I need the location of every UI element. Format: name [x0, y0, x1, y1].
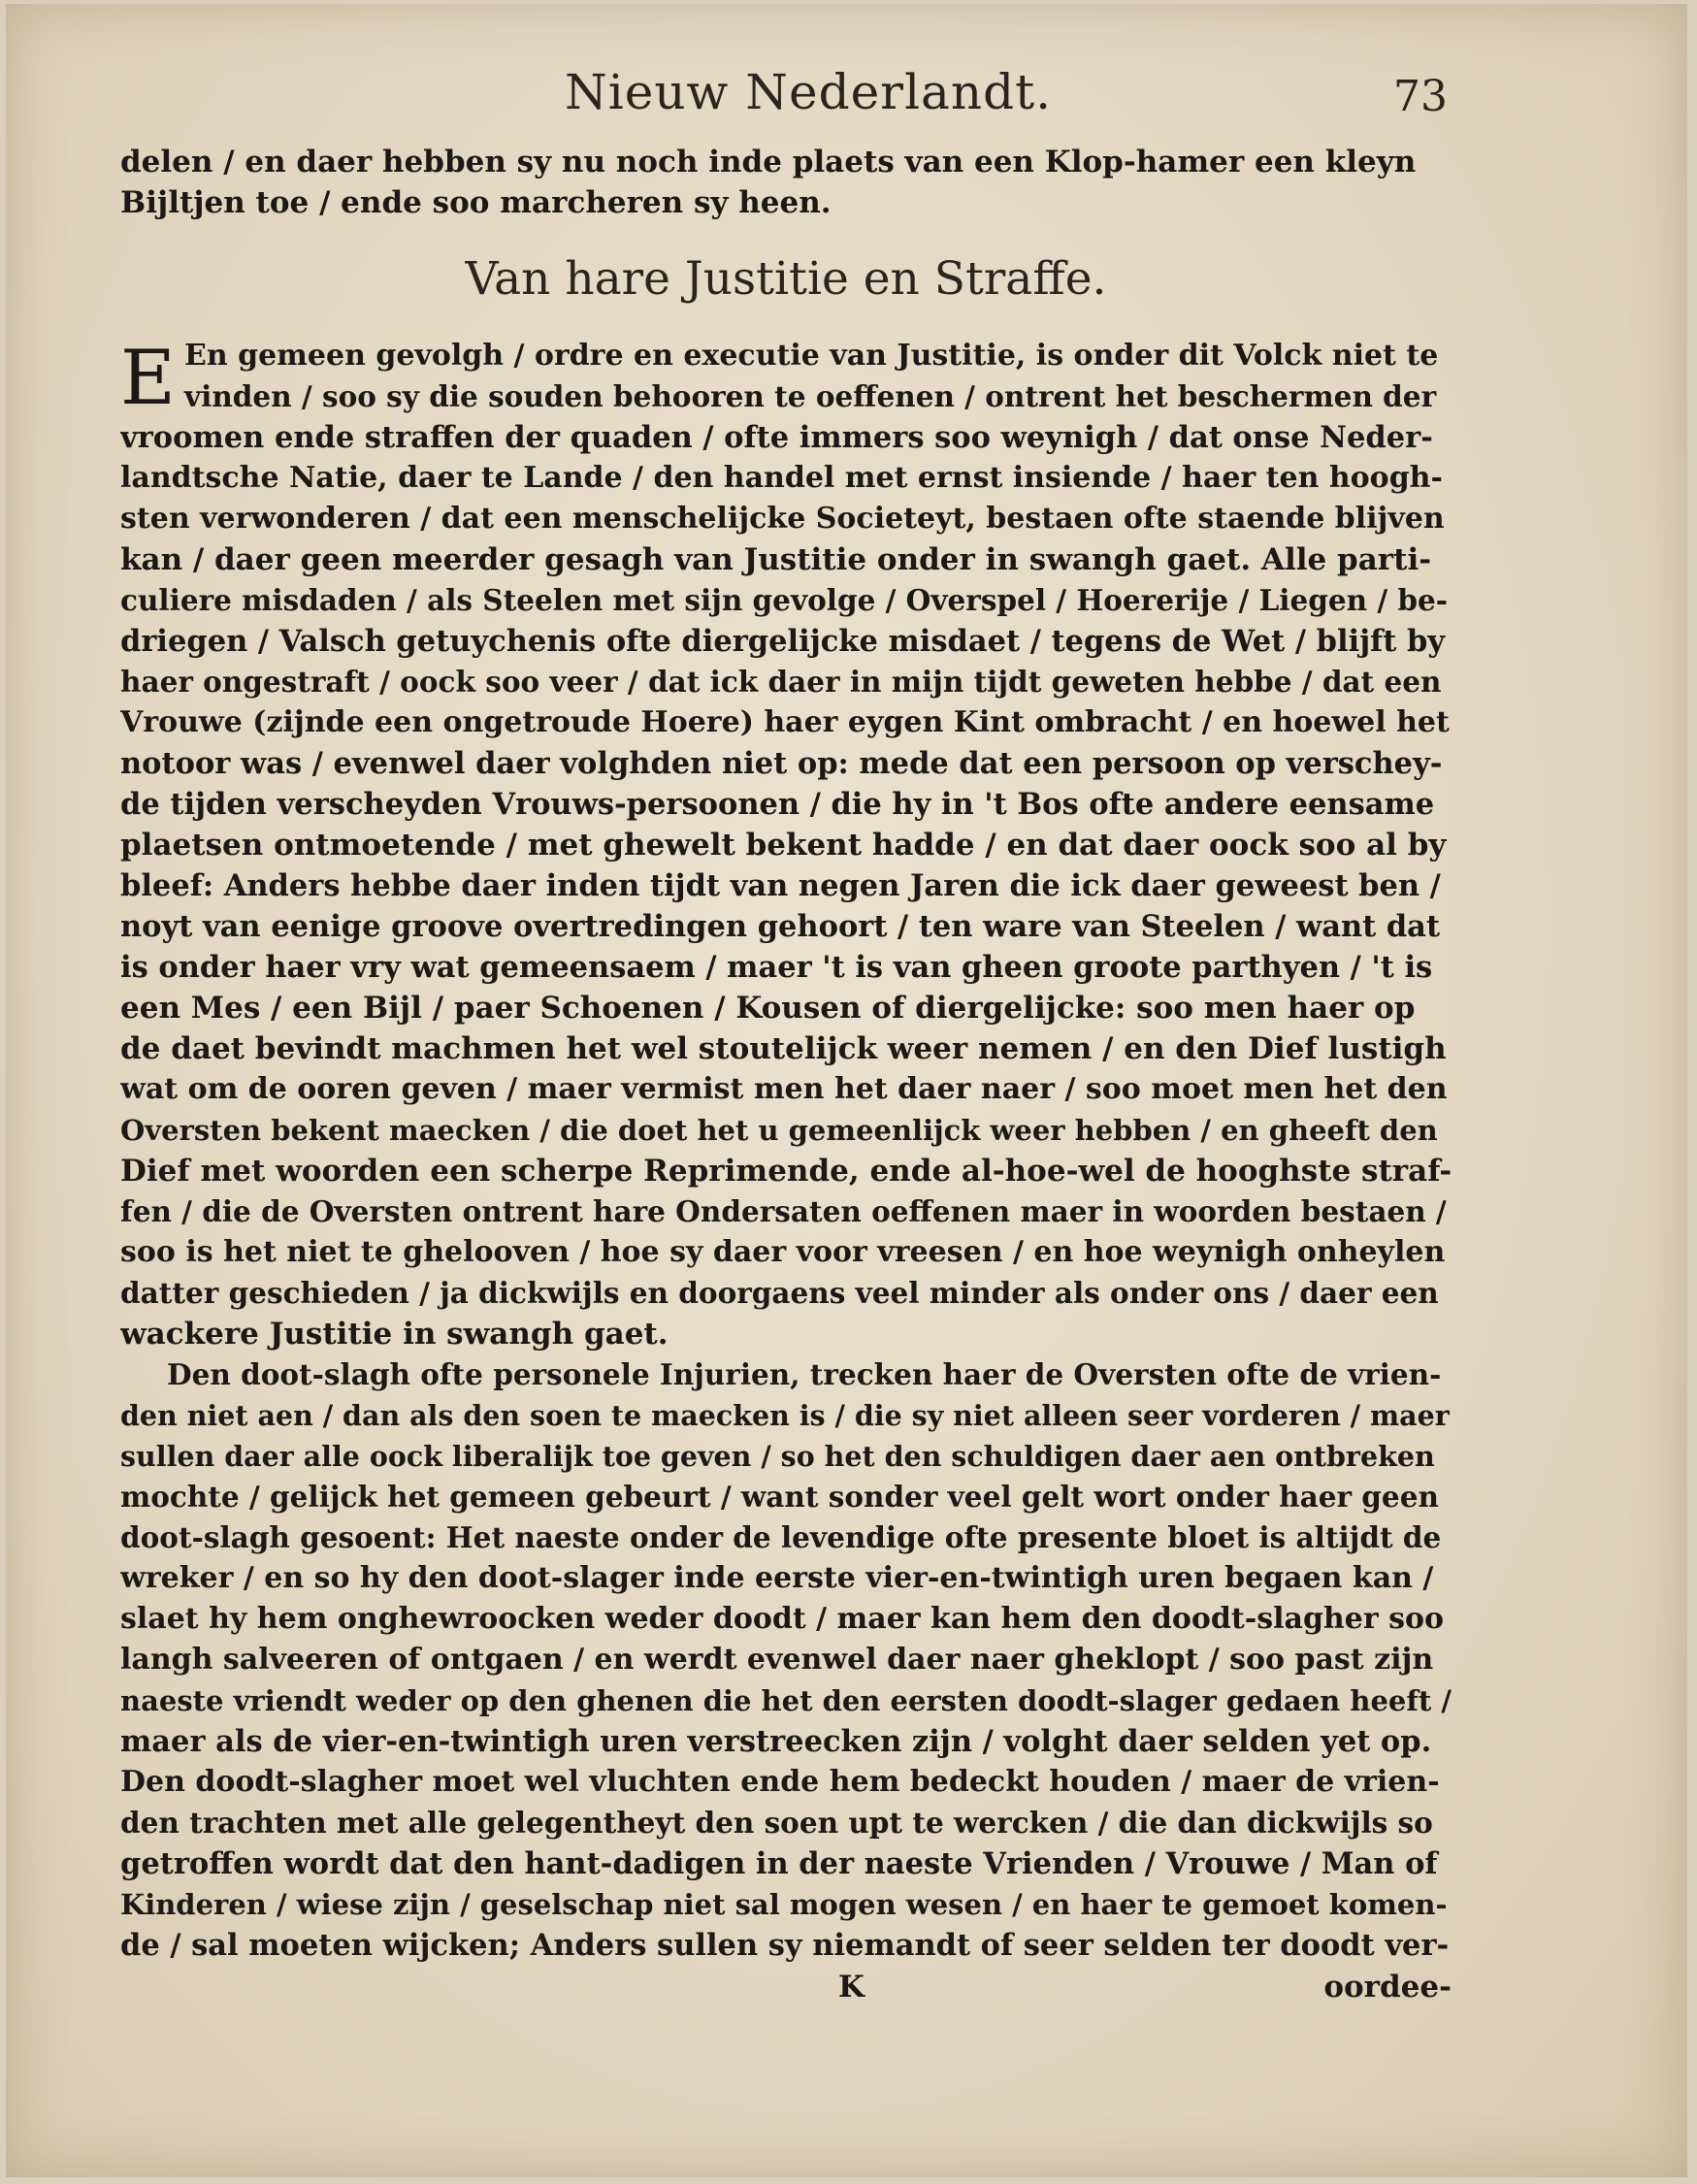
- text-line: de daet bevindt machmen het wel stoutelijck weer nemen / en den Dief lustigh: [120, 1031, 1447, 1066]
- text-line: Bijltjen toe / ende soo marcheren sy heen.: [120, 185, 832, 220]
- text-line: kan / daer geen meerder gesagh van Justitie onder in swangh gaet. Alle parti-: [120, 542, 1432, 577]
- text-line: sullen daer alle oock liberalijk toe geven / so het den schuldigen daer aen ontbreken: [120, 1440, 1435, 1473]
- text-line: langh salveeren of ontgaen / en werdt evenwel daer naer gheklopt / soo past zijn: [120, 1643, 1434, 1677]
- text-line: wreker / en so hy den doot-slager inde eerste vier-en-twintigh uren begaen kan /: [120, 1561, 1434, 1595]
- text-line: de tijden verscheyden Vrouws-persoonen / die hy in 't Bos ofte andere eensame: [120, 787, 1435, 822]
- running-title: Nieuw Nederlandt.: [565, 64, 1053, 120]
- text-line: fen / die de Oversten ontrent hare Ondersaten oeffenen maer in woorden bestaen /: [120, 1194, 1447, 1228]
- text-line: getroffen wordt dat den hant-dadigen in der naeste Vrienden / Vrouwe / Man of: [120, 1846, 1438, 1881]
- text-line: doot-slagh gesoent: Het naeste onder de levendige ofte presente bloet is altijdt de: [120, 1520, 1442, 1554]
- text-line: den niet aen / dan als den soen te maecken is / die sy niet alleen seer vorderen / maer: [120, 1399, 1450, 1432]
- text-line: de / sal moeten wijcken; Anders sullen sy niemandt of seer selden ter doodt ver-: [120, 1928, 1450, 1963]
- text-line: culiere misdaden / als Steelen met sijn gevolge / Overspel / Hoererije / Liegen / be-: [120, 583, 1449, 617]
- text-line: een Mes / een Bijl / paer Schoenen / Kousen of diergelijcke: soo men haer op: [120, 991, 1416, 1026]
- text-line: En gemeen gevolgh / ordre en executie van Justitie, is onder dit Volck niet te: [184, 339, 1439, 373]
- text-line: Kinderen / wiese zijn / geselschap niet sal mogen wesen / en haer te gemoet komen-: [120, 1888, 1448, 1921]
- text-line: wat om de ooren geven / maer vermist men het daer naer / soo moet men het den: [120, 1072, 1448, 1106]
- paper-sheet: [6, 4, 1687, 2177]
- text-line: is onder haer vry wat gemeensaem / maer 't is van gheen groote parthyen / 't is: [120, 950, 1433, 985]
- text-line: driegen / Valsch getuychenis ofte diergelijcke misdaet / tegens de Wet / blijft by: [120, 624, 1446, 659]
- text-block: [120, 142, 1452, 2010]
- text-line: bleef: Anders hebbe daer inden tijdt van negen Jaren die ick daer geweest ben /: [120, 868, 1441, 903]
- page-number: 73: [1393, 72, 1448, 121]
- text-line: Oversten bekent maecken / die doet het u gemeenlijck weer hebben / en gheeft den: [120, 1114, 1438, 1147]
- text-line: Den doodt-slagher moet wel vluchten ende hem bedeckt houden / maer de vrien-: [120, 1765, 1440, 1799]
- text-line: naeste vriendt weder op den ghenen die het den eersten doodt-slager gedaen heeft /: [120, 1684, 1452, 1717]
- text-line: notoor was / evenwel daer volghden niet op: mede dat een persoon op verschey-: [120, 746, 1443, 781]
- paragraph-manslaughter: [120, 1354, 1452, 1966]
- text-line: noyt van eenige groove overtredingen gehoort / ten ware van Steelen / want dat: [120, 909, 1441, 944]
- text-line: wackere Justitie in swangh gaet.: [120, 1317, 669, 1352]
- paragraph-justice: [120, 336, 1452, 1354]
- text-line: sten verwonderen / dat een menschelijcke Societeyt, bestaen ofte staende blijven: [120, 502, 1445, 536]
- text-line: plaetsen ontmoetende / met ghewelt bekent hadde / en dat daer oock soo al by: [120, 828, 1447, 863]
- text-line: slaet hy hem onghewroocken weder doodt / maer kan hem den doodt-slagher soo: [120, 1602, 1444, 1636]
- running-head: [6, 64, 1578, 132]
- drop-cap: E: [120, 335, 176, 422]
- text-line: soo is het niet te ghelooven / hoe sy daer voor vreesen / en hoe weynigh onheylen: [120, 1235, 1446, 1269]
- text-line: Dief met woorden een scherpe Reprimende, ende al-hoe-wel de hooghste straf-: [120, 1154, 1452, 1189]
- catchword: oordee-: [1323, 1970, 1452, 2005]
- text-line: Vrouwe (zijnde een ongetroude Hoere) haer eygen Kint ombracht / en hoewel het: [120, 705, 1450, 739]
- text-line: den trachten met alle gelegentheyt den soen upt te wercken / die dan dickwijls so: [120, 1806, 1433, 1840]
- section-heading: Van hare Justitie en Straffe.: [465, 252, 1107, 306]
- text-line: Den doot-slagh ofte personele Injurien, trecken haer de Oversten ofte de vrien-: [167, 1357, 1442, 1391]
- opening-paragraph: [120, 142, 1452, 223]
- text-line: mochte / gelijck het gemeen gebeurt / want sonder veel gelt wort onder haer geen: [120, 1480, 1439, 1514]
- catchline: [120, 1970, 1452, 2010]
- signature-mark: K: [838, 1970, 865, 2005]
- text-line: haer ongestraft / oock soo veer / dat ick daer in mijn tijdt geweten hebbe / dat een: [120, 665, 1442, 699]
- text-line: delen / en daer hebben sy nu noch inde plaets van een Klop-hamer een kleyn: [120, 145, 1417, 179]
- text-line: maer als de vier-en-twintigh uren verstreecken zijn / volght daer selden yet op.: [120, 1724, 1432, 1759]
- text-line: datter geschieden / ja dickwijls en doorgaens veel minder als onder ons / daer een: [120, 1276, 1439, 1310]
- text-line: vroomen ende straffen der quaden / ofte immers soo weynigh / dat onse Neder-: [120, 420, 1433, 455]
- text-line: landtsche Natie, daer te Lande / den handel met ernst insiende / haer ten hoogh-: [120, 461, 1443, 495]
- text-line: vinden / soo sy die souden behooren te oeffenen / ontrent het beschermen der: [184, 379, 1437, 413]
